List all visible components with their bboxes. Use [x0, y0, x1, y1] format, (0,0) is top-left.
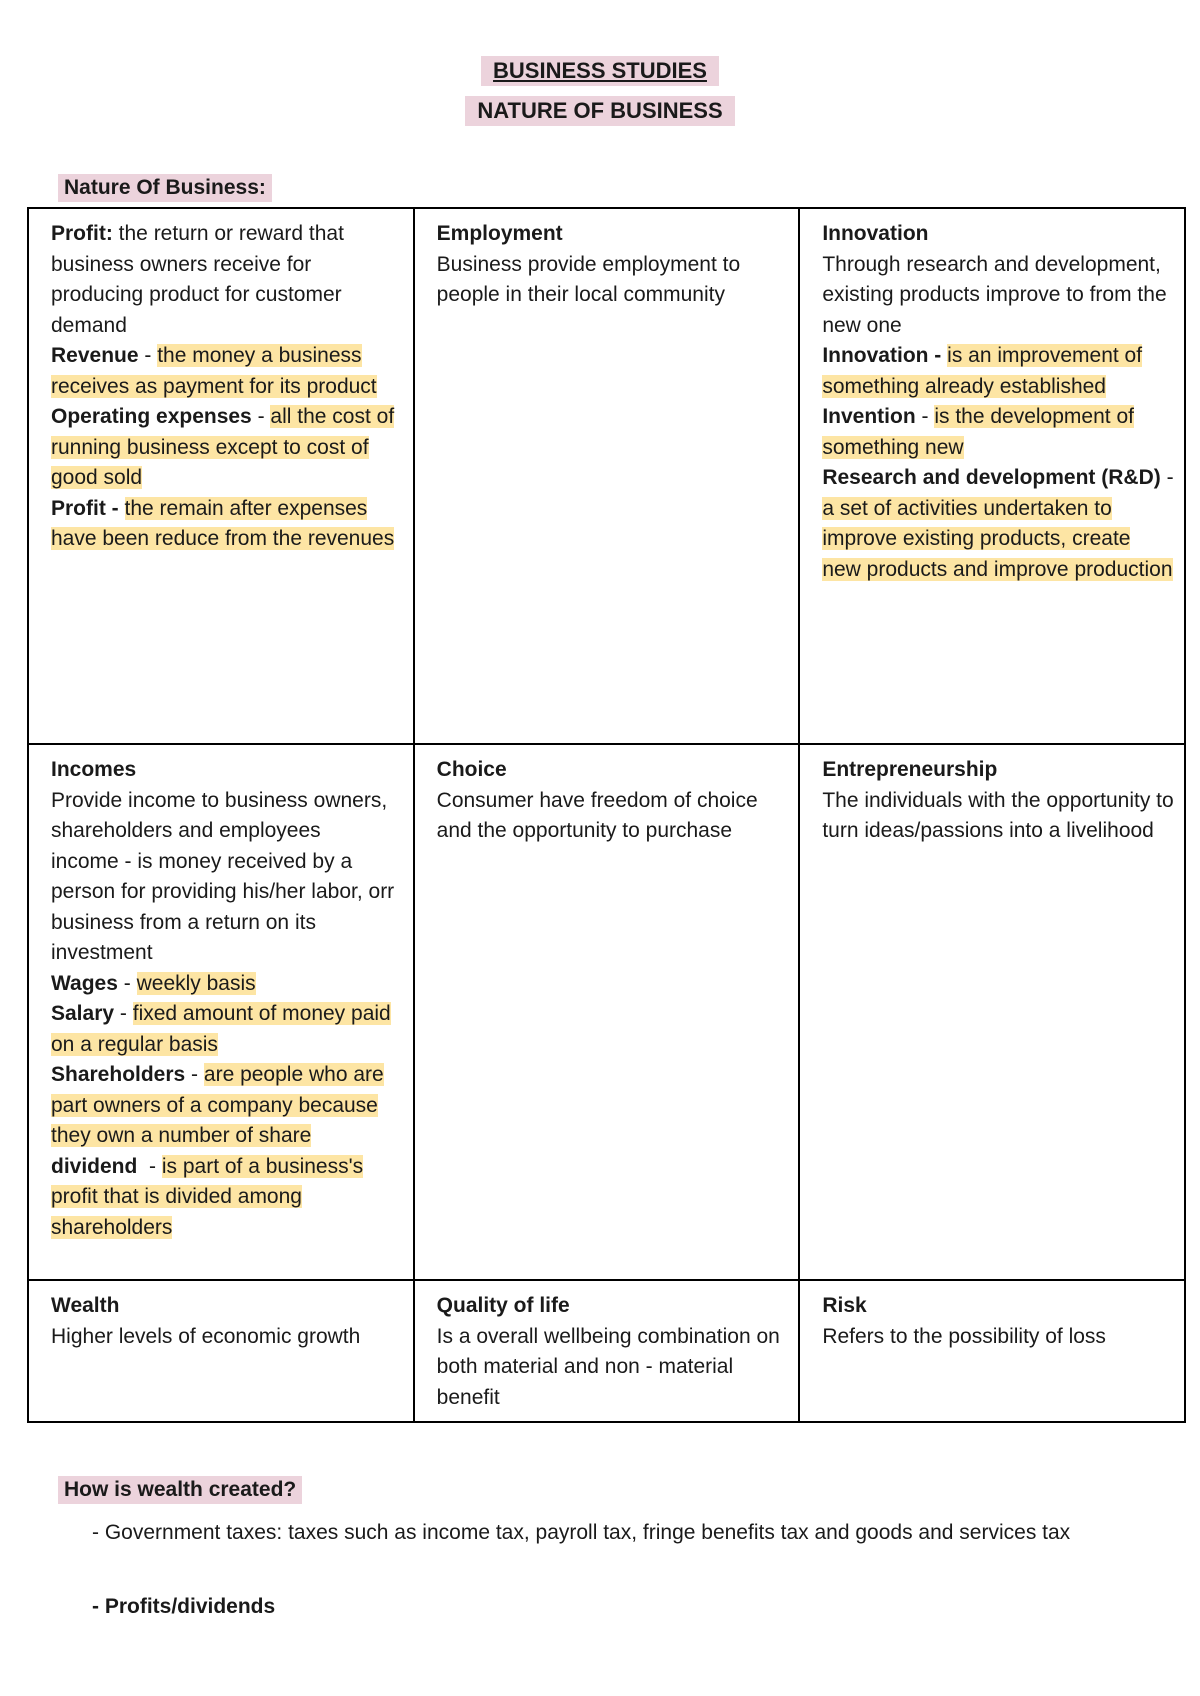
dividend-def: is part of a business's profit that is divided among shareholders — [51, 1154, 364, 1239]
profit-desc: the return or reward that business owners receive for producing product for customer demand — [51, 222, 344, 337]
cell-entrepreneurship — [799, 744, 1185, 1280]
doc-subtitle-wrap — [0, 96, 1200, 126]
wealth-heading: Wealth — [51, 1294, 120, 1317]
profit-def: the remain after expenses have been reduce from the revenues — [51, 496, 395, 550]
rd-def: a set of activities undertaken to improve existing products, create new products and improve production — [822, 496, 1173, 581]
salary-def: fixed amount of money paid on a regular basis — [51, 1002, 391, 1056]
section-label-wealth: How is wealth created? — [58, 1476, 302, 1504]
cell-quality-of-life — [414, 1280, 800, 1422]
doc-title-wrap — [0, 56, 1200, 86]
opex-term: Operating expenses — [51, 405, 252, 428]
quality-desc: Is a overall wellbeing combination on both material and non - material benefit — [436, 1324, 780, 1409]
revenue-def: the money a business receives as payment for its product — [51, 344, 377, 398]
wages-term: Wages — [51, 971, 118, 995]
rd-term: Research and development (R&D) — [822, 466, 1161, 489]
risk-desc: Refers to the possibility of loss — [822, 1324, 1106, 1348]
cell-choice — [414, 744, 800, 1280]
doc-subtitle: NATURE OF BUSINESS — [465, 96, 734, 126]
profit-heading: Profit: — [51, 222, 113, 245]
employment-heading: Employment — [436, 222, 563, 245]
dividend-term: dividend — [51, 1154, 138, 1178]
cell-employment — [414, 208, 800, 744]
employment-desc: Business provide employment to people in their local community — [436, 252, 741, 306]
entrepreneurship-desc: The individuals with the opportunity to turn ideas/passions into a livelihood — [822, 788, 1174, 842]
cell-incomes: Incomes Provide income to business owners, shareholders and employees income - is money received by a person for providing his/her labor, orr business from a return on its investment Wages - weekly basis Salary - fixed amount of money paid on a regular basis Shareholders - are people who are part owners of a company because they own a number of share dividend - is part of a business's profit that is divided among shareholders — [28, 744, 414, 1280]
income-line: income - is money received by a person for providing his/her labor, orr business from a return on its investment — [51, 849, 395, 964]
grid-row-3 — [28, 1280, 1185, 1422]
grid-row-1 — [28, 208, 1185, 744]
shareholders-def: are people who are part owners of a company because they own a number of share — [51, 1063, 384, 1147]
cell-wealth — [28, 1280, 414, 1422]
cell-profit: Profit: the return or reward that business owners receive for producing product for customer demand Revenue - the money a business receives as payment for its product Operating expenses - all the cost of running business except to cost of good sold Profit - the remain after expenses have been reduce from the revenues — [28, 208, 414, 744]
doc-title: BUSINESS STUDIES — [481, 56, 719, 86]
incomes-desc: Provide income to business owners, shareholders and employees — [51, 788, 388, 842]
grid-row-2 — [28, 744, 1185, 1280]
incomes-heading: Incomes — [51, 758, 137, 781]
risk-heading: Risk — [822, 1294, 867, 1317]
invention-def: is the development of something new — [822, 405, 1134, 459]
choice-desc: Consumer have freedom of choice and the opportunity to purchase — [436, 788, 758, 842]
cell-innovation: Innovation Through research and development, existing products improve to from the new one Innovation - is an improvement of something already established Invention - is the development of something new Research and development (R&D) - a set of activities undertaken to improve existing products, create new products and improve production — [799, 208, 1185, 744]
wealth-item-profits: - Profits/dividends — [92, 1595, 276, 1618]
quality-heading: Quality of life — [436, 1294, 570, 1317]
wealth-item-taxes: - Government taxes: taxes such as income tax, payroll tax, fringe benefits tax and goods and services tax — [92, 1521, 1071, 1544]
shareholders-term: Shareholders — [51, 1063, 186, 1086]
innovation-heading: Innovation — [822, 222, 929, 245]
wages-def: weekly basis — [136, 971, 256, 995]
innovation-desc: Through research and development, existing products improve to from the new one — [822, 252, 1167, 337]
invention-term: Invention — [822, 405, 916, 428]
entrepreneurship-heading: Entrepreneurship — [822, 758, 998, 781]
section-label-nature: Nature Of Business: — [58, 174, 272, 202]
wealth-desc: Higher levels of economic growth — [51, 1324, 361, 1348]
choice-heading: Choice — [436, 758, 507, 781]
cell-risk — [799, 1280, 1185, 1422]
revenue-term: Revenue — [51, 344, 139, 367]
profit-term: Profit - — [51, 496, 119, 520]
nature-grid — [27, 207, 1186, 1423]
innovation-term: Innovation - — [822, 344, 942, 367]
salary-term: Salary — [51, 1002, 115, 1025]
innovation-def: is an improvement of something already established — [822, 344, 1143, 398]
opex-def: all the cost of running business except to cost of good sold — [51, 405, 395, 489]
